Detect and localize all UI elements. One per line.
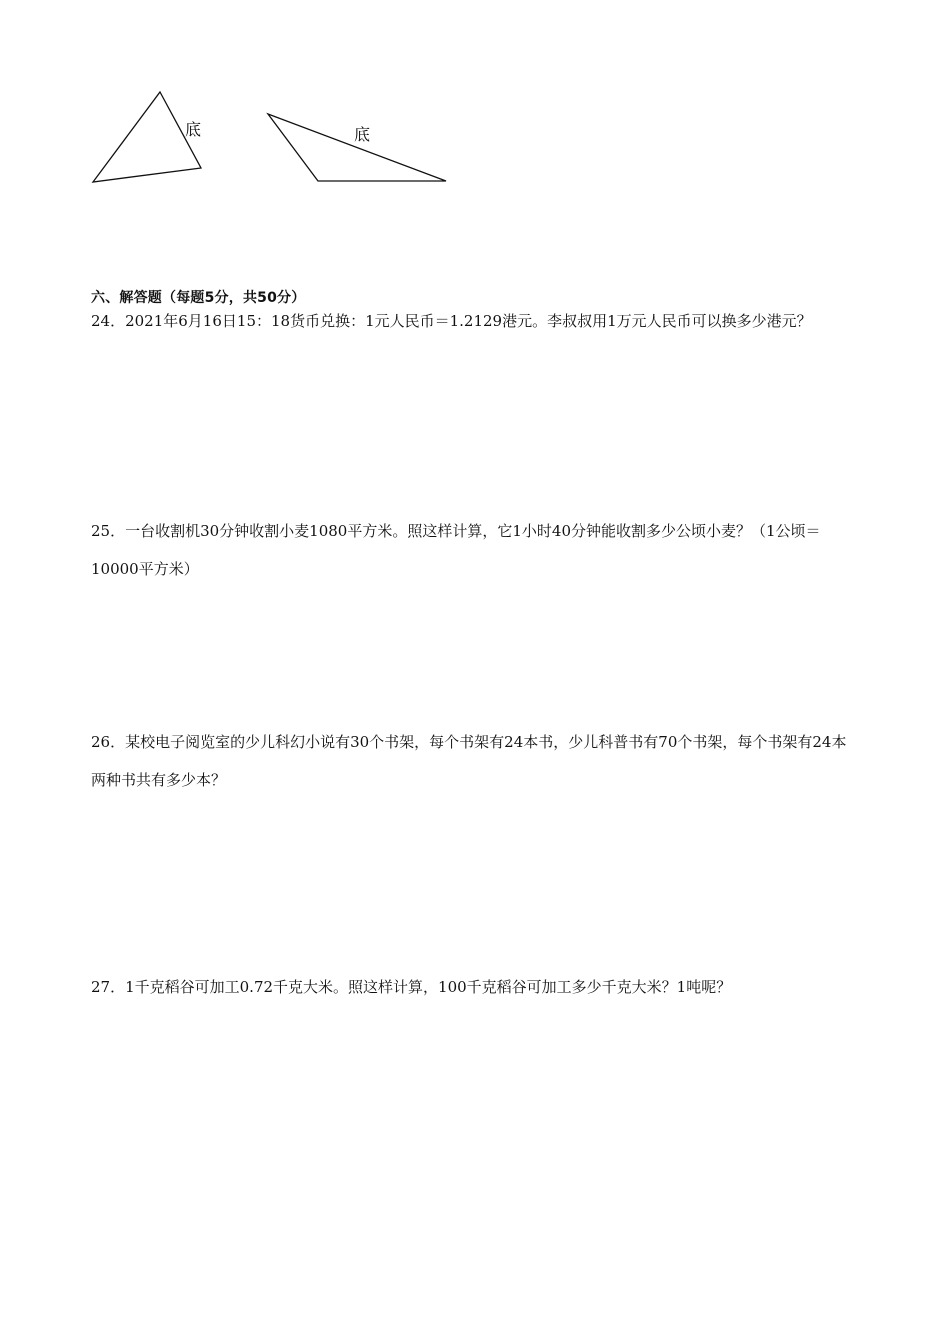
triangle-figures — [0, 0, 950, 220]
question-25 — [91, 512, 861, 588]
question-26 — [91, 723, 861, 799]
section-heading: 六、解答题（每题5分，共50分） — [91, 290, 306, 306]
question-text: 某校电子阅览室的少儿科幻小说有30个书架，每个书架有24本书，少儿科普书有70个书架，每个书架有24本两种书共有多少本？ — [91, 733, 847, 789]
question-24 — [91, 302, 861, 340]
question-27 — [91, 968, 861, 1006]
question-number: 25． — [91, 522, 126, 540]
question-text: 2021年6月16日15：18货币兑换：1元人民币＝1.2129港元。李叔叔用1万元人民币可以换多少港元？ — [125, 312, 812, 330]
question-number: 26． — [91, 733, 126, 751]
question-number: 27． — [91, 978, 126, 996]
question-number: 24． — [91, 312, 126, 330]
triangle-left-base-label: 底 — [185, 120, 202, 139]
triangle-right-base-label: 底 — [354, 125, 371, 144]
question-text: 一台收割机30分钟收割小麦1080平方米。照这样计算，它1小时40分钟能收割多少公顷小麦？（1公顷＝10000平方米） — [91, 522, 821, 578]
question-text: 1千克稻谷可加工0.72千克大米。照这样计算，100千克稻谷可加工多少千克大米？1吨呢？ — [125, 978, 732, 996]
